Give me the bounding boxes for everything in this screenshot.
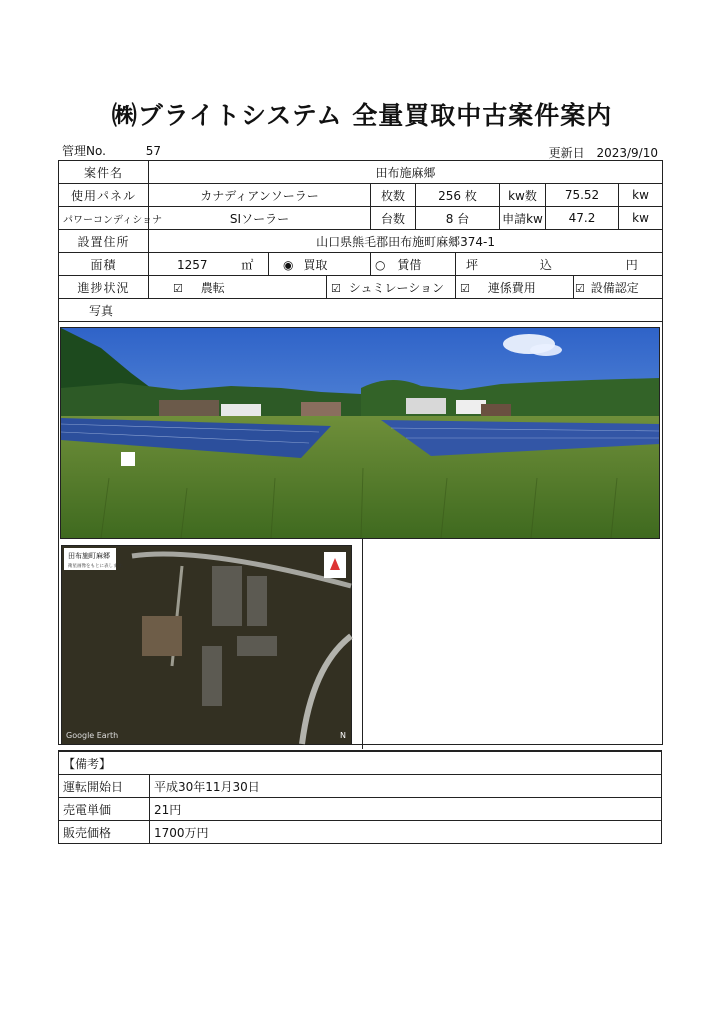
map-subtitle: 衛星画像をもとに表します。 <box>68 564 127 569</box>
yen-label: 円 <box>625 257 638 272</box>
area-label: 面積 <box>59 253 149 276</box>
kw-unit: kw <box>619 184 663 207</box>
apply-kw-unit: kw <box>619 207 663 230</box>
panel-value: カナディアンソーラー <box>149 184 371 207</box>
remarks-table <box>58 750 662 844</box>
tsubo-price-cell <box>456 253 663 276</box>
updated-date <box>549 144 658 161</box>
photo-label: 写真 <box>59 299 663 322</box>
updated-label: 更新日 <box>548 146 585 160</box>
location-value: 山口県熊毛郡田布施町麻郷374-1 <box>149 230 663 253</box>
progress-item[interactable] <box>574 276 663 299</box>
progress-item[interactable] <box>456 276 574 299</box>
apply-kw-label: 申請kw <box>500 207 546 230</box>
lease-label: 賃借 <box>397 257 422 272</box>
satellite-map <box>61 545 352 745</box>
remark-value: 平成30年11月30日 <box>150 775 662 798</box>
map-title: 田布施町麻郷 <box>68 552 110 560</box>
lease-option[interactable] <box>371 253 456 276</box>
photo-divider <box>362 539 363 749</box>
remarks-header-row <box>59 751 662 775</box>
management-number <box>62 142 161 159</box>
check-icon[interactable]: ☑ <box>173 281 183 295</box>
project-name-label: 案件名 <box>59 161 149 184</box>
area-value-cell <box>149 253 269 276</box>
updated-value: 2023/9/10 <box>596 146 658 160</box>
remark-label: 販売価格 <box>59 821 150 844</box>
pcs-label: パワーコンディショナ <box>59 207 149 230</box>
buy-label: 買取 <box>303 257 328 272</box>
check-icon[interactable]: ☑ <box>575 281 585 295</box>
pcs-count-label: 台数 <box>371 207 416 230</box>
north-icon: N <box>340 731 346 740</box>
progress-item[interactable] <box>149 276 327 299</box>
map-watermark: Google Earth <box>66 731 119 740</box>
progress-item-label: シュミレーション <box>348 280 444 295</box>
table-row <box>59 798 662 821</box>
row-pcs <box>59 207 663 230</box>
check-icon[interactable]: ☑ <box>331 281 341 295</box>
table-row <box>59 821 662 844</box>
table-row <box>59 775 662 798</box>
pcs-value: SIソーラー <box>149 207 371 230</box>
panel-label: 使用パネル <box>59 184 149 207</box>
row-area <box>59 253 663 276</box>
area-unit: ㎡ <box>241 257 254 272</box>
project-name-value: 田布施麻郷 <box>149 161 663 184</box>
mgmt-label: 管理No. <box>62 144 106 158</box>
page-title: ㈱ブライトシステム 全量買取中古案件案内 <box>111 101 613 130</box>
site-photo <box>60 327 660 539</box>
area-value: 1257 <box>177 257 208 272</box>
tsubo-label: 坪 <box>466 257 479 272</box>
remark-label: 売電単価 <box>59 798 150 821</box>
satellite-map-drawing <box>62 546 351 744</box>
progress-label: 進捗状況 <box>59 276 149 299</box>
included-label: 込 <box>539 257 552 272</box>
progress-item[interactable] <box>327 276 456 299</box>
kw-label: kw数 <box>500 184 546 207</box>
remark-label: 運転開始日 <box>59 775 150 798</box>
apply-kw-value: 47.2 <box>546 207 619 230</box>
mgmt-value: 57 <box>145 144 162 158</box>
row-location <box>59 230 663 253</box>
kw-value: 75.52 <box>546 184 619 207</box>
progress-item-label: 設備認定 <box>590 280 639 295</box>
remark-value: 1700万円 <box>150 821 662 844</box>
progress-item-label: 連係費用 <box>487 280 536 295</box>
location-label: 設置住所 <box>59 230 149 253</box>
row-photo <box>59 299 663 322</box>
buy-option[interactable] <box>269 253 371 276</box>
lease-radio-icon[interactable]: ○ <box>375 257 386 272</box>
site-photo-drawing <box>61 328 659 538</box>
panel-count-label: 枚数 <box>371 184 416 207</box>
remark-value: 21円 <box>150 798 662 821</box>
row-progress <box>59 276 663 299</box>
remarks-label: 【備考】 <box>59 751 662 775</box>
panel-count-value: 256 枚 <box>416 184 500 207</box>
row-project-name <box>59 161 663 184</box>
pcs-count-value: 8 台 <box>416 207 500 230</box>
buy-radio-icon[interactable]: ◉ <box>283 257 294 272</box>
progress-item-label: 農転 <box>200 280 225 295</box>
check-icon[interactable]: ☑ <box>460 281 470 295</box>
row-panel <box>59 184 663 207</box>
